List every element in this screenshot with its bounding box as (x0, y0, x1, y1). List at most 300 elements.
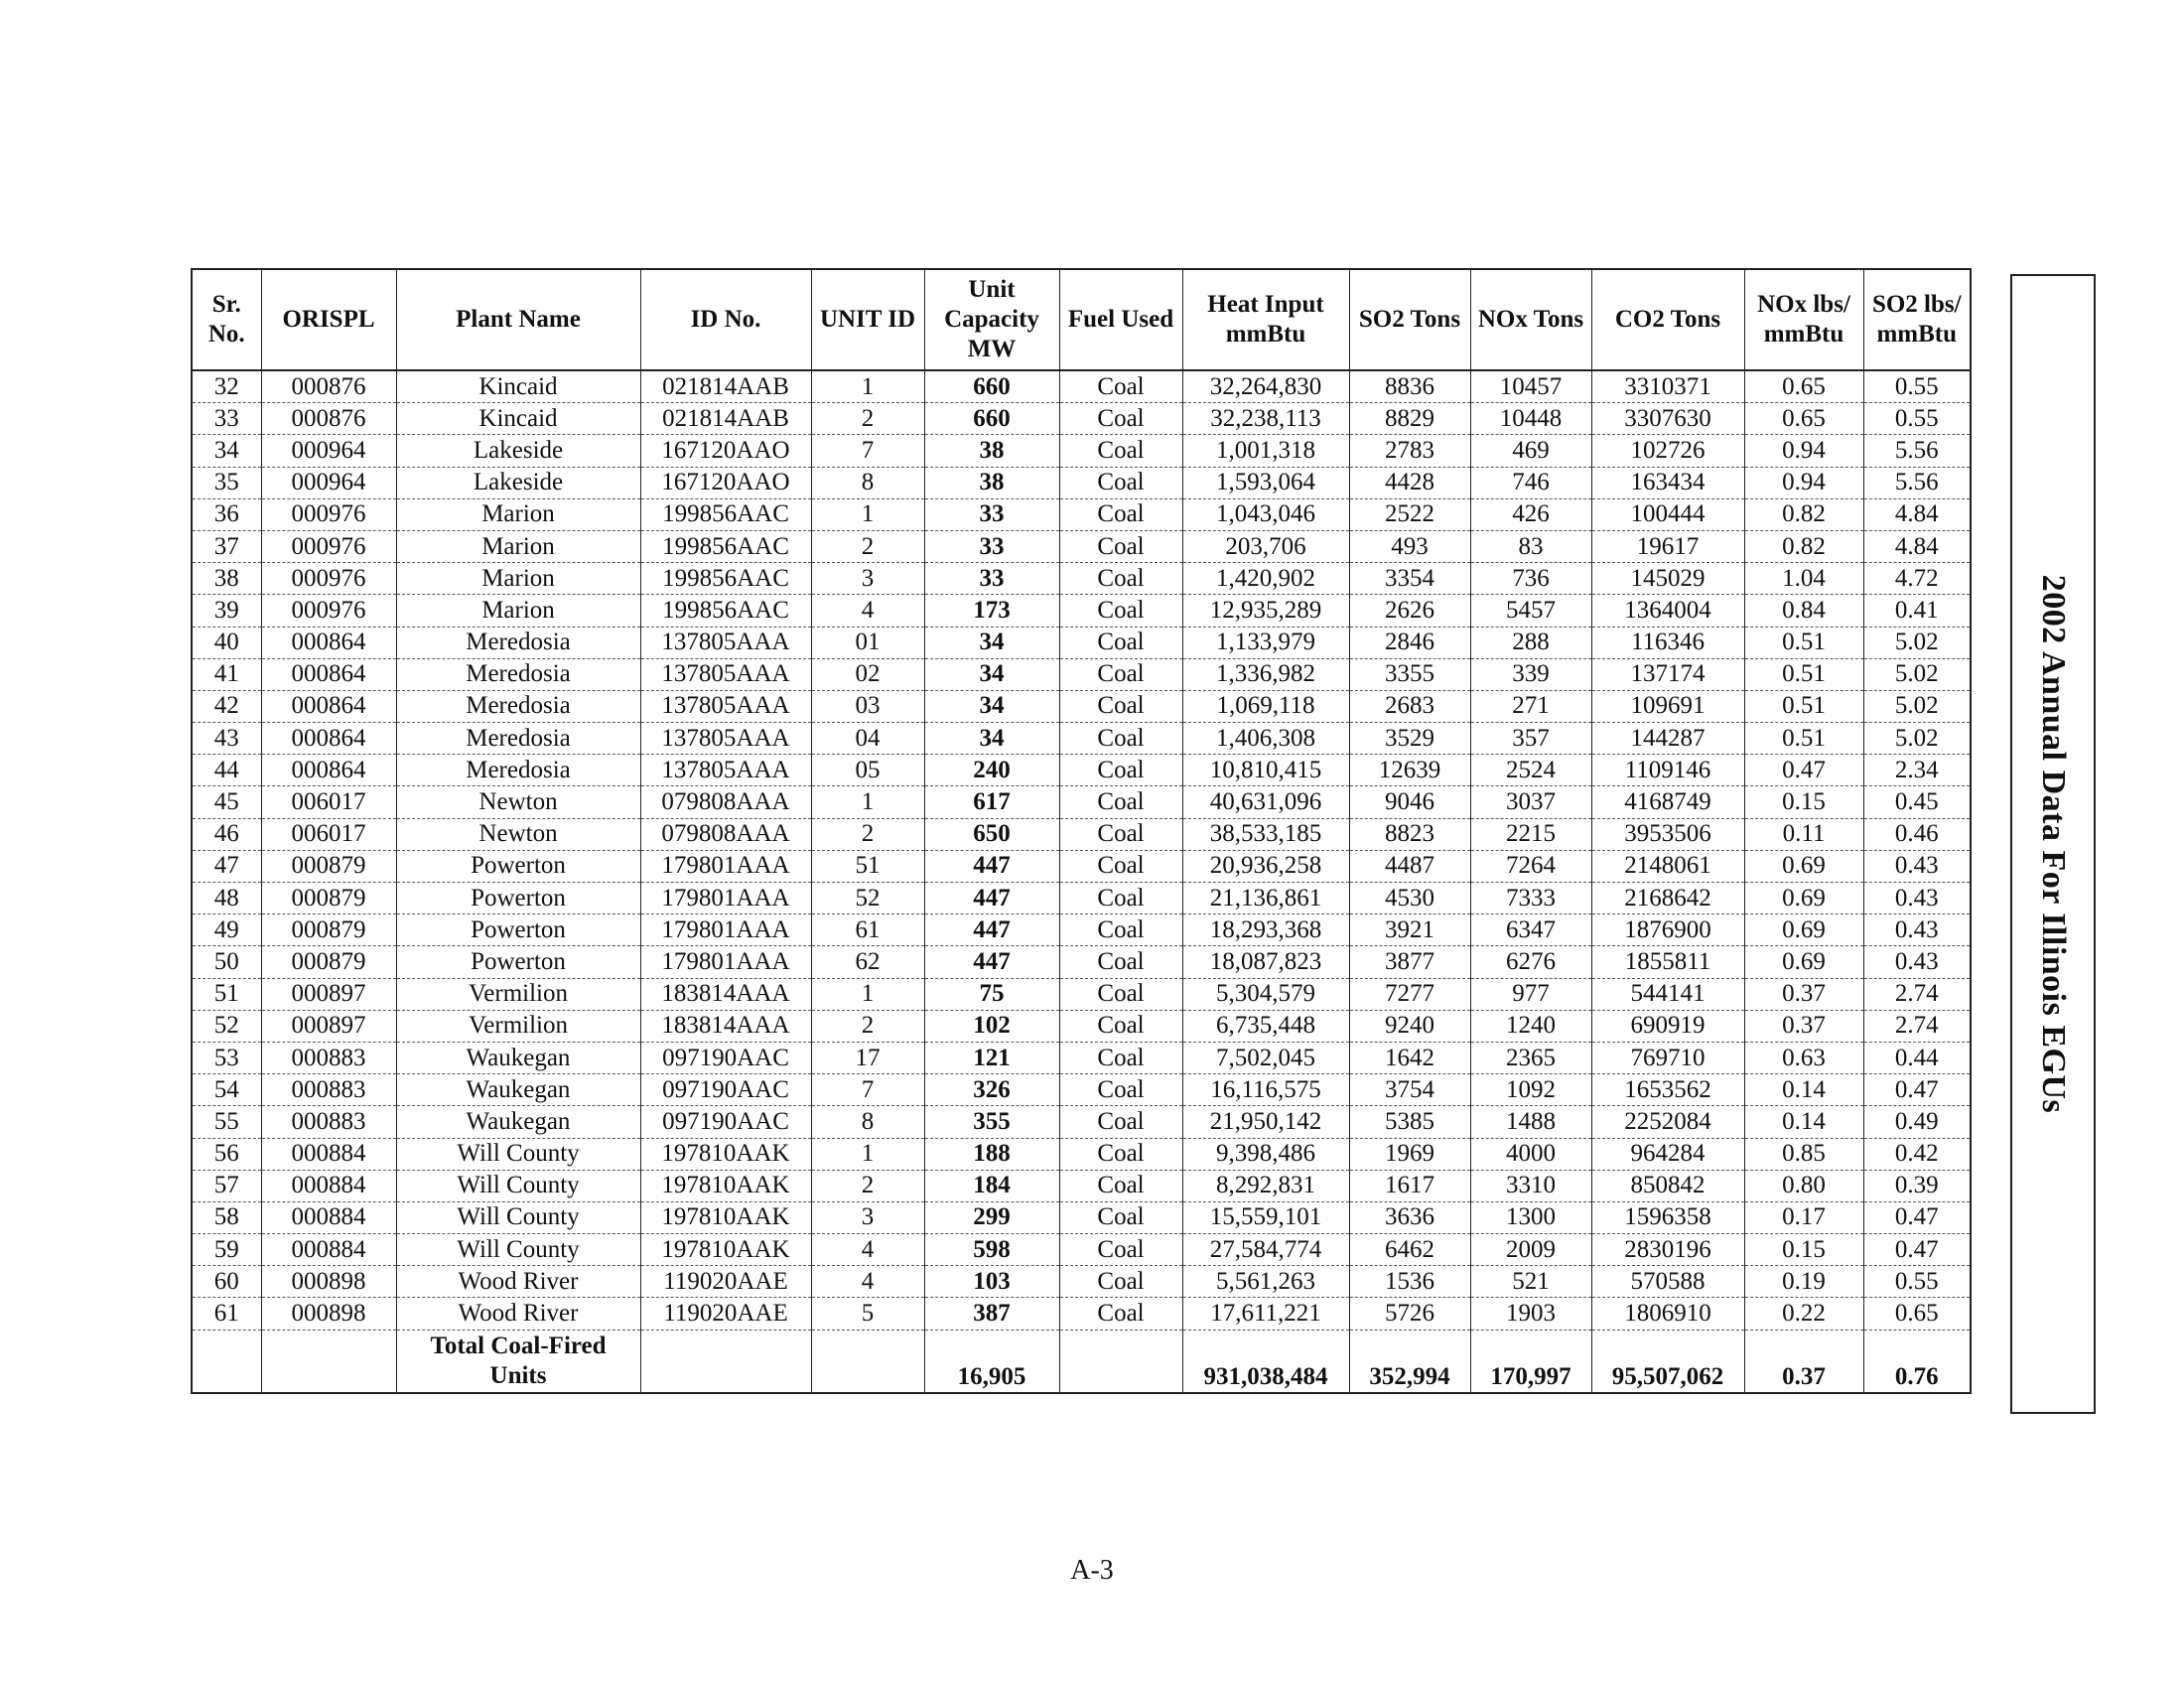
capacity-cell: 387 (924, 1298, 1059, 1330)
unit-id-cell: 4 (811, 595, 924, 627)
orispl-cell: 000964 (261, 467, 396, 498)
nox-rate-cell: 0.69 (1744, 850, 1863, 882)
empty-cell (1059, 1330, 1182, 1393)
id-no-cell: 097190AAC (640, 1106, 811, 1138)
nox-rate-cell: 0.51 (1744, 658, 1863, 690)
nox-tons-cell: 5457 (1470, 595, 1591, 627)
heat-input-cell: 12,935,289 (1182, 595, 1349, 627)
nox-tons-cell: 2215 (1470, 818, 1591, 850)
capacity-cell: 33 (924, 530, 1059, 562)
plant-name-cell: Meredosia (396, 690, 640, 722)
so2-rate-cell: 5.02 (1863, 658, 1971, 690)
so2-rate-cell: 0.47 (1863, 1201, 1971, 1233)
table-row (192, 1298, 1971, 1330)
table-row (192, 1138, 1971, 1170)
nox-tons-cell: 4000 (1470, 1138, 1591, 1170)
heat-input-cell: 5,304,579 (1182, 978, 1349, 1010)
table-row (192, 755, 1971, 786)
side-title-box (2010, 274, 2096, 1414)
table-row (192, 1106, 1971, 1138)
sr-no-cell: 35 (192, 467, 261, 498)
unit-id-cell: 02 (811, 658, 924, 690)
table-row (192, 627, 1971, 658)
sr-no-cell: 58 (192, 1201, 261, 1233)
co2-tons-cell: 1855811 (1591, 946, 1744, 978)
so2-rate-cell: 0.43 (1863, 850, 1971, 882)
egu-data-table (191, 268, 1972, 1394)
orispl-cell: 000864 (261, 723, 396, 755)
unit-id-cell: 1 (811, 978, 924, 1010)
sr-no-cell: 37 (192, 530, 261, 562)
co2-tons-cell: 1364004 (1591, 595, 1744, 627)
so2-tons-cell: 8836 (1349, 370, 1470, 403)
so2-rate-cell: 0.55 (1863, 370, 1971, 403)
fuel-cell: Coal (1059, 690, 1182, 722)
co2-tons-cell: 2830196 (1591, 1234, 1744, 1266)
unit-id-cell: 1 (811, 370, 924, 403)
co2-tons-cell: 769710 (1591, 1042, 1744, 1073)
co2-tons-cell: 2168642 (1591, 883, 1744, 914)
unit-id-cell: 01 (811, 627, 924, 658)
nox-rate-cell: 0.17 (1744, 1201, 1863, 1233)
orispl-cell: 000864 (261, 658, 396, 690)
plant-name-cell: Meredosia (396, 627, 640, 658)
nox-tons-cell: 1240 (1470, 1010, 1591, 1042)
unit-id-cell: 05 (811, 755, 924, 786)
so2-rate-cell: 4.84 (1863, 498, 1971, 530)
capacity-cell: 447 (924, 946, 1059, 978)
unit-id-cell: 1 (811, 1138, 924, 1170)
fuel-cell: Coal (1059, 370, 1182, 403)
nox-rate-cell: 0.82 (1744, 498, 1863, 530)
plant-name-cell: Will County (396, 1234, 640, 1266)
nox-tons-cell: 83 (1470, 530, 1591, 562)
fuel-cell: Coal (1059, 627, 1182, 658)
co2-tons-cell: 3310371 (1591, 370, 1744, 403)
heat-input-cell: 1,043,046 (1182, 498, 1349, 530)
id-no-cell: 199856AAC (640, 595, 811, 627)
nox-tons-cell: 7333 (1470, 883, 1591, 914)
header-orispl: ORISPL (261, 269, 396, 370)
heat-input-cell: 8,292,831 (1182, 1170, 1349, 1201)
orispl-cell: 000876 (261, 403, 396, 435)
orispl-cell: 000884 (261, 1138, 396, 1170)
capacity-cell: 38 (924, 467, 1059, 498)
co2-tons-cell: 850842 (1591, 1170, 1744, 1201)
nox-rate-cell: 0.63 (1744, 1042, 1863, 1073)
table-row (192, 1170, 1971, 1201)
nox-rate-cell: 0.51 (1744, 627, 1863, 658)
co2-tons-cell: 544141 (1591, 978, 1744, 1010)
header-row (192, 269, 1971, 370)
header-unit-capacity: Unit Capacity MW (924, 269, 1059, 370)
nox-tons-cell: 977 (1470, 978, 1591, 1010)
fuel-cell: Coal (1059, 786, 1182, 818)
orispl-cell: 000884 (261, 1234, 396, 1266)
so2-tons-cell: 2626 (1349, 595, 1470, 627)
so2-rate-cell: 5.02 (1863, 627, 1971, 658)
heat-input-cell: 1,069,118 (1182, 690, 1349, 722)
unit-id-cell: 1 (811, 498, 924, 530)
total-heat-input: 931,038,484 (1182, 1330, 1349, 1393)
so2-tons-cell: 12639 (1349, 755, 1470, 786)
heat-input-cell: 6,735,448 (1182, 1010, 1349, 1042)
table-row (192, 850, 1971, 882)
orispl-cell: 000898 (261, 1266, 396, 1298)
table-row (192, 467, 1971, 498)
so2-rate-cell: 0.41 (1863, 595, 1971, 627)
table-row (192, 658, 1971, 690)
table-row (192, 883, 1971, 914)
nox-tons-cell: 2524 (1470, 755, 1591, 786)
header-so2-tons: SO2 Tons (1349, 269, 1470, 370)
side-title: 2002 Annual Data For Illinois EGUs (2035, 574, 2072, 1114)
co2-tons-cell: 116346 (1591, 627, 1744, 658)
heat-input-cell: 15,559,101 (1182, 1201, 1349, 1233)
fuel-cell: Coal (1059, 850, 1182, 882)
capacity-cell: 75 (924, 978, 1059, 1010)
unit-id-cell: 51 (811, 850, 924, 882)
so2-tons-cell: 6462 (1349, 1234, 1470, 1266)
header-nox-tons: NOx Tons (1470, 269, 1591, 370)
sr-no-cell: 46 (192, 818, 261, 850)
so2-rate-cell: 0.45 (1863, 786, 1971, 818)
unit-id-cell: 2 (811, 818, 924, 850)
capacity-cell: 447 (924, 883, 1059, 914)
header-nox-rate: NOx lbs/ mmBtu (1744, 269, 1863, 370)
table-row (192, 978, 1971, 1010)
nox-tons-cell: 3037 (1470, 786, 1591, 818)
co2-tons-cell: 102726 (1591, 435, 1744, 467)
capacity-cell: 617 (924, 786, 1059, 818)
sr-no-cell: 53 (192, 1042, 261, 1073)
capacity-cell: 103 (924, 1266, 1059, 1298)
plant-name-cell: Meredosia (396, 658, 640, 690)
unit-id-cell: 4 (811, 1234, 924, 1266)
id-no-cell: 197810AAK (640, 1201, 811, 1233)
heat-input-cell: 40,631,096 (1182, 786, 1349, 818)
orispl-cell: 000976 (261, 498, 396, 530)
plant-name-cell: Meredosia (396, 723, 640, 755)
nox-tons-cell: 521 (1470, 1266, 1591, 1298)
heat-input-cell: 18,293,368 (1182, 914, 1349, 946)
so2-rate-cell: 0.49 (1863, 1106, 1971, 1138)
fuel-cell: Coal (1059, 1170, 1182, 1201)
unit-id-cell: 1 (811, 786, 924, 818)
capacity-cell: 173 (924, 595, 1059, 627)
co2-tons-cell: 1876900 (1591, 914, 1744, 946)
co2-tons-cell: 3307630 (1591, 403, 1744, 435)
table-row (192, 435, 1971, 467)
so2-tons-cell: 5726 (1349, 1298, 1470, 1330)
plant-name-cell: Lakeside (396, 435, 640, 467)
nox-rate-cell: 0.14 (1744, 1074, 1863, 1106)
orispl-cell: 006017 (261, 786, 396, 818)
nox-tons-cell: 6276 (1470, 946, 1591, 978)
orispl-cell: 000976 (261, 530, 396, 562)
table-row (192, 530, 1971, 562)
table-row (192, 1010, 1971, 1042)
nox-tons-cell: 1300 (1470, 1201, 1591, 1233)
orispl-cell: 000879 (261, 946, 396, 978)
capacity-cell: 299 (924, 1201, 1059, 1233)
sr-no-cell: 49 (192, 914, 261, 946)
sr-no-cell: 55 (192, 1106, 261, 1138)
so2-tons-cell: 4428 (1349, 467, 1470, 498)
fuel-cell: Coal (1059, 1010, 1182, 1042)
plant-name-cell: Will County (396, 1138, 640, 1170)
nox-rate-cell: 0.94 (1744, 467, 1863, 498)
so2-tons-cell: 2846 (1349, 627, 1470, 658)
id-no-cell: 079808AAA (640, 786, 811, 818)
capacity-cell: 188 (924, 1138, 1059, 1170)
header-unit-id: UNIT ID (811, 269, 924, 370)
plant-name-cell: Powerton (396, 914, 640, 946)
table-row (192, 1266, 1971, 1298)
unit-id-cell: 52 (811, 883, 924, 914)
id-no-cell: 119020AAE (640, 1298, 811, 1330)
heat-input-cell: 203,706 (1182, 530, 1349, 562)
so2-rate-cell: 4.72 (1863, 563, 1971, 595)
so2-rate-cell: 5.56 (1863, 435, 1971, 467)
co2-tons-cell: 570588 (1591, 1266, 1744, 1298)
heat-input-cell: 27,584,774 (1182, 1234, 1349, 1266)
co2-tons-cell: 964284 (1591, 1138, 1744, 1170)
capacity-cell: 33 (924, 498, 1059, 530)
header-co2-tons: CO2 Tons (1591, 269, 1744, 370)
sr-no-cell: 32 (192, 370, 261, 403)
id-no-cell: 199856AAC (640, 498, 811, 530)
so2-tons-cell: 3754 (1349, 1074, 1470, 1106)
id-no-cell: 137805AAA (640, 627, 811, 658)
plant-name-cell: Powerton (396, 946, 640, 978)
table-row (192, 690, 1971, 722)
nox-rate-cell: 0.14 (1744, 1106, 1863, 1138)
table-row (192, 1074, 1971, 1106)
nox-tons-cell: 271 (1470, 690, 1591, 722)
id-no-cell: 197810AAK (640, 1234, 811, 1266)
heat-input-cell: 18,087,823 (1182, 946, 1349, 978)
unit-id-cell: 2 (811, 1010, 924, 1042)
so2-rate-cell: 0.55 (1863, 403, 1971, 435)
nox-rate-cell: 0.65 (1744, 403, 1863, 435)
nox-rate-cell: 0.11 (1744, 818, 1863, 850)
id-no-cell: 179801AAA (640, 850, 811, 882)
so2-tons-cell: 1969 (1349, 1138, 1470, 1170)
fuel-cell: Coal (1059, 563, 1182, 595)
co2-tons-cell: 690919 (1591, 1010, 1744, 1042)
id-no-cell: 197810AAK (640, 1138, 811, 1170)
so2-rate-cell: 0.44 (1863, 1042, 1971, 1073)
so2-tons-cell: 2522 (1349, 498, 1470, 530)
empty-cell (640, 1330, 811, 1393)
heat-input-cell: 21,950,142 (1182, 1106, 1349, 1138)
unit-id-cell: 17 (811, 1042, 924, 1073)
sr-no-cell: 61 (192, 1298, 261, 1330)
heat-input-cell: 1,406,308 (1182, 723, 1349, 755)
nox-rate-cell: 0.85 (1744, 1138, 1863, 1170)
fuel-cell: Coal (1059, 595, 1182, 627)
plant-name-cell: Vermilion (396, 978, 640, 1010)
fuel-cell: Coal (1059, 1074, 1182, 1106)
plant-name-cell: Will County (396, 1201, 640, 1233)
capacity-cell: 34 (924, 723, 1059, 755)
plant-name-cell: Lakeside (396, 467, 640, 498)
nox-rate-cell: 0.51 (1744, 723, 1863, 755)
so2-tons-cell: 7277 (1349, 978, 1470, 1010)
plant-name-cell: Vermilion (396, 1010, 640, 1042)
nox-rate-cell: 0.69 (1744, 946, 1863, 978)
nox-rate-cell: 0.69 (1744, 914, 1863, 946)
so2-tons-cell: 8823 (1349, 818, 1470, 850)
so2-tons-cell: 3921 (1349, 914, 1470, 946)
heat-input-cell: 1,336,982 (1182, 658, 1349, 690)
id-no-cell: 167120AAO (640, 435, 811, 467)
orispl-cell: 000864 (261, 627, 396, 658)
so2-tons-cell: 3636 (1349, 1201, 1470, 1233)
nox-tons-cell: 3310 (1470, 1170, 1591, 1201)
nox-tons-cell: 357 (1470, 723, 1591, 755)
plant-name-cell: Wood River (396, 1266, 640, 1298)
total-label: Total Coal-Fired Units (396, 1330, 640, 1393)
nox-tons-cell: 288 (1470, 627, 1591, 658)
capacity-cell: 598 (924, 1234, 1059, 1266)
nox-tons-cell: 10457 (1470, 370, 1591, 403)
so2-rate-cell: 0.46 (1863, 818, 1971, 850)
capacity-cell: 38 (924, 435, 1059, 467)
id-no-cell: 097190AAC (640, 1042, 811, 1073)
orispl-cell: 000964 (261, 435, 396, 467)
page-number: A-3 (1070, 1555, 1114, 1586)
heat-input-cell: 17,611,221 (1182, 1298, 1349, 1330)
so2-rate-cell: 0.47 (1863, 1234, 1971, 1266)
id-no-cell: 021814AAB (640, 403, 811, 435)
co2-tons-cell: 1653562 (1591, 1074, 1744, 1106)
so2-tons-cell: 1536 (1349, 1266, 1470, 1298)
nox-tons-cell: 2365 (1470, 1042, 1591, 1073)
sr-no-cell: 47 (192, 850, 261, 882)
unit-id-cell: 61 (811, 914, 924, 946)
id-no-cell: 183814AAA (640, 978, 811, 1010)
sr-no-cell: 36 (192, 498, 261, 530)
id-no-cell: 167120AAO (640, 467, 811, 498)
heat-input-cell: 16,116,575 (1182, 1074, 1349, 1106)
header-fuel-used: Fuel Used (1059, 269, 1182, 370)
co2-tons-cell: 144287 (1591, 723, 1744, 755)
plant-name-cell: Waukegan (396, 1074, 640, 1106)
fuel-cell: Coal (1059, 1106, 1182, 1138)
sr-no-cell: 60 (192, 1266, 261, 1298)
fuel-cell: Coal (1059, 1266, 1182, 1298)
fuel-cell: Coal (1059, 530, 1182, 562)
total-nox-tons: 170,997 (1470, 1330, 1591, 1393)
nox-rate-cell: 0.37 (1744, 1010, 1863, 1042)
nox-tons-cell: 7264 (1470, 850, 1591, 882)
sr-no-cell: 39 (192, 595, 261, 627)
so2-tons-cell: 4530 (1349, 883, 1470, 914)
sr-no-cell: 52 (192, 1010, 261, 1042)
so2-tons-cell: 2783 (1349, 435, 1470, 467)
fuel-cell: Coal (1059, 403, 1182, 435)
sr-no-cell: 44 (192, 755, 261, 786)
capacity-cell: 355 (924, 1106, 1059, 1138)
orispl-cell: 000864 (261, 755, 396, 786)
capacity-cell: 33 (924, 563, 1059, 595)
sr-no-cell: 51 (192, 978, 261, 1010)
table-row (192, 723, 1971, 755)
id-no-cell: 137805AAA (640, 723, 811, 755)
total-capacity: 16,905 (924, 1330, 1059, 1393)
id-no-cell: 199856AAC (640, 530, 811, 562)
co2-tons-cell: 2148061 (1591, 850, 1744, 882)
table-row (192, 1234, 1971, 1266)
so2-rate-cell: 4.84 (1863, 530, 1971, 562)
so2-tons-cell: 3355 (1349, 658, 1470, 690)
so2-tons-cell: 5385 (1349, 1106, 1470, 1138)
so2-rate-cell: 5.02 (1863, 723, 1971, 755)
orispl-cell: 006017 (261, 818, 396, 850)
so2-rate-cell: 0.65 (1863, 1298, 1971, 1330)
so2-tons-cell: 4487 (1349, 850, 1470, 882)
capacity-cell: 121 (924, 1042, 1059, 1073)
fuel-cell: Coal (1059, 1298, 1182, 1330)
heat-input-cell: 1,001,318 (1182, 435, 1349, 467)
nox-tons-cell: 10448 (1470, 403, 1591, 435)
so2-rate-cell: 0.55 (1863, 1266, 1971, 1298)
empty-cell (192, 1330, 261, 1393)
nox-tons-cell: 746 (1470, 467, 1591, 498)
co2-tons-cell: 1806910 (1591, 1298, 1744, 1330)
capacity-cell: 660 (924, 370, 1059, 403)
heat-input-cell: 21,136,861 (1182, 883, 1349, 914)
fuel-cell: Coal (1059, 1201, 1182, 1233)
unit-id-cell: 03 (811, 690, 924, 722)
orispl-cell: 000883 (261, 1106, 396, 1138)
capacity-cell: 650 (924, 818, 1059, 850)
nox-tons-cell: 1488 (1470, 1106, 1591, 1138)
so2-rate-cell: 5.02 (1863, 690, 1971, 722)
orispl-cell: 000879 (261, 850, 396, 882)
orispl-cell: 000879 (261, 883, 396, 914)
plant-name-cell: Marion (396, 498, 640, 530)
table-row (192, 946, 1971, 978)
co2-tons-cell: 100444 (1591, 498, 1744, 530)
table-row (192, 563, 1971, 595)
nox-tons-cell: 469 (1470, 435, 1591, 467)
nox-rate-cell: 0.15 (1744, 786, 1863, 818)
unit-id-cell: 8 (811, 467, 924, 498)
orispl-cell: 000898 (261, 1298, 396, 1330)
id-no-cell: 179801AAA (640, 914, 811, 946)
nox-rate-cell: 0.47 (1744, 755, 1863, 786)
table-header (192, 269, 1971, 370)
fuel-cell: Coal (1059, 467, 1182, 498)
fuel-cell: Coal (1059, 946, 1182, 978)
orispl-cell: 000884 (261, 1201, 396, 1233)
nox-rate-cell: 0.65 (1744, 370, 1863, 403)
co2-tons-cell: 145029 (1591, 563, 1744, 595)
nox-rate-cell: 0.15 (1744, 1234, 1863, 1266)
so2-tons-cell: 9240 (1349, 1010, 1470, 1042)
sr-no-cell: 38 (192, 563, 261, 595)
table-row (192, 498, 1971, 530)
id-no-cell: 097190AAC (640, 1074, 811, 1106)
plant-name-cell: Will County (396, 1170, 640, 1201)
sr-no-cell: 45 (192, 786, 261, 818)
co2-tons-cell: 3953506 (1591, 818, 1744, 850)
table-row (192, 403, 1971, 435)
id-no-cell: 137805AAA (640, 755, 811, 786)
